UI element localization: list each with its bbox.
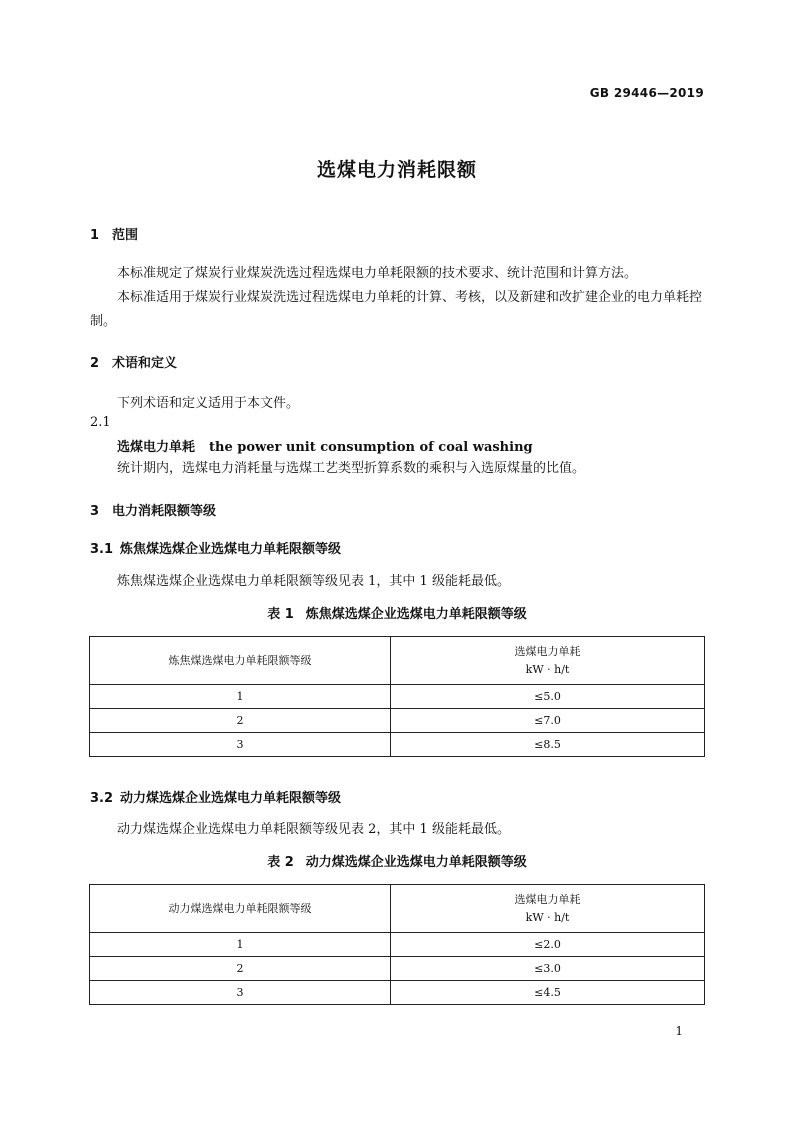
table-row <box>90 733 705 757</box>
grade-cell: 2 <box>90 957 391 981</box>
section-number: 3.2 <box>90 791 114 806</box>
doc-code: GB 29446—2019 <box>589 86 704 100</box>
section-title: 电力消耗限额等级 <box>112 504 217 519</box>
table-row <box>90 957 705 981</box>
grade-cell: 2 <box>90 709 391 733</box>
column-header-label: 选煤电力单耗 <box>514 892 581 906</box>
page-number: 1 <box>675 1024 683 1038</box>
value-cell: ≤5.0 <box>391 685 705 709</box>
section-3-2-heading <box>90 787 341 806</box>
paragraph: 动力煤选煤企业选煤电力单耗限额等级见表 2，其中 1 级能耗最低。 <box>117 822 510 837</box>
table-title: 动力煤选煤企业选煤电力单耗限额等级 <box>305 855 527 870</box>
value-cell: ≤2.0 <box>391 933 705 957</box>
table-label: 表 2 <box>267 855 294 870</box>
table-row <box>90 685 705 709</box>
section-title: 动力煤选煤企业选煤电力单耗限额等级 <box>120 791 342 806</box>
term-entry <box>117 436 533 455</box>
section-1-heading <box>90 224 138 243</box>
table-row <box>90 709 705 733</box>
section-title: 术语和定义 <box>112 356 178 371</box>
page-title: 选煤电力消耗限额 <box>316 159 477 181</box>
table-label: 表 1 <box>267 607 294 622</box>
term-number: 2.1 <box>90 415 111 430</box>
section-number: 2 <box>90 356 100 371</box>
table-2-caption <box>0 851 794 870</box>
section-2-heading <box>90 352 177 371</box>
section-title: 范围 <box>112 228 139 243</box>
table-row <box>90 981 705 1005</box>
column-header-grade: 炼焦煤选煤电力单耗限额等级 <box>90 637 391 685</box>
paragraph: 本标准适用于煤炭行业煤炭洗选过程选煤电力单耗的计算、考核，以及新建和改扩建企业的电力单耗控制。 <box>90 290 703 329</box>
term-definition: 统计期内，选煤电力消耗量与选煤工艺类型折算系数的乘积与入选原煤量的比值。 <box>117 461 586 476</box>
section-number: 1 <box>90 228 100 243</box>
grade-cell: 3 <box>90 733 391 757</box>
table-1-caption <box>0 603 794 622</box>
column-header-unit: kW · h/t <box>525 910 570 924</box>
column-header-grade: 动力煤选煤电力单耗限额等级 <box>90 885 391 933</box>
column-header-label: 选煤电力单耗 <box>514 644 581 658</box>
table-row <box>90 933 705 957</box>
column-header-unit: kW · h/t <box>525 662 570 676</box>
section-3-1-heading <box>90 538 341 557</box>
section-number: 3 <box>90 504 100 519</box>
value-cell: ≤8.5 <box>391 733 705 757</box>
paragraph: 下列术语和定义适用于本文件。 <box>117 396 300 411</box>
grade-cell: 1 <box>90 933 391 957</box>
term-chinese: 选煤电力单耗 <box>117 440 196 455</box>
table-2 <box>89 884 705 1005</box>
term-english: the power unit consumption of coal washing <box>209 440 533 455</box>
value-cell: ≤3.0 <box>391 957 705 981</box>
value-cell: ≤7.0 <box>391 709 705 733</box>
section-title: 炼焦煤选煤企业选煤电力单耗限额等级 <box>120 542 342 557</box>
table-title: 炼焦煤选煤企业选煤电力单耗限额等级 <box>305 607 527 622</box>
section-3-heading <box>90 500 216 519</box>
value-cell: ≤4.5 <box>391 981 705 1005</box>
column-header-consumption <box>391 885 705 933</box>
paragraph: 炼焦煤选煤企业选煤电力单耗限额等级见表 1，其中 1 级能耗最低。 <box>117 574 510 589</box>
table-header-row <box>90 637 705 685</box>
grade-cell: 1 <box>90 685 391 709</box>
table-header-row <box>90 885 705 933</box>
section-number: 3.1 <box>90 542 114 557</box>
paragraph: 本标准规定了煤炭行业煤炭洗选过程选煤电力单耗限额的技术要求、统计范围和计算方法。 <box>117 266 638 281</box>
table-1 <box>89 636 705 757</box>
column-header-consumption <box>391 637 705 685</box>
grade-cell: 3 <box>90 981 391 1005</box>
